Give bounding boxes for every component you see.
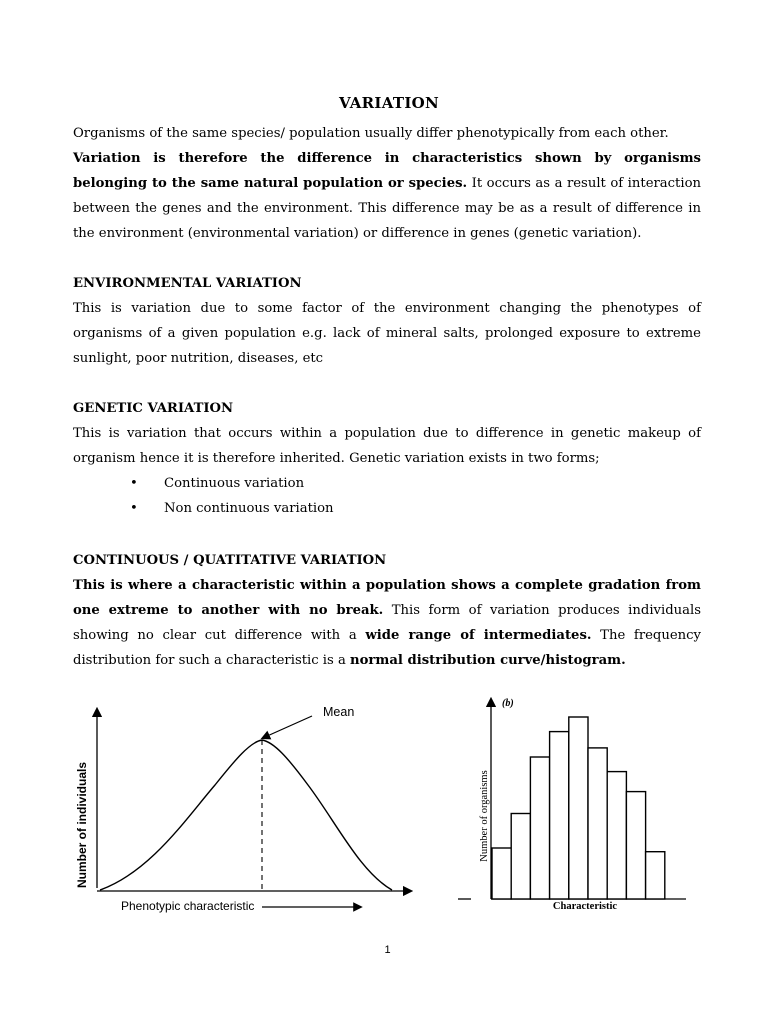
genetic-body: This is variation that occurs within a population due to difference in genetic makeup of organism hence it is therefore inherited. Genetic variation exists in two forms; [73, 426, 701, 466]
hist-bar-9 [646, 852, 665, 899]
hist-bar-6 [588, 748, 607, 899]
hist-bar-3 [530, 757, 549, 899]
list-item: • Continuous variation [73, 471, 701, 496]
environmental-heading: ENVIRONMENTAL VARIATION [73, 276, 302, 291]
hist-bar-8 [626, 792, 645, 899]
page-number: 1 [384, 944, 391, 956]
list-item: • Non continuous variation [73, 496, 701, 521]
panel-label: (b) [502, 698, 514, 709]
mean-label: Mean [323, 705, 355, 719]
definition-bold: Variation is therefore the difference in characteristics shown by organisms belonging to the same natural population or species. [73, 151, 701, 191]
hist-bar-5 [569, 717, 588, 899]
hist-bars [492, 717, 665, 899]
hist-x-label: Characteristic [552, 901, 618, 912]
definition-rest: It occurs as a result of interaction between the genes and the environment. This difference may be as a result of difference in the environment (environmental variation) or difference in genes (genetic variation). [73, 176, 701, 241]
bullet-icon: • [130, 476, 138, 491]
environmental-body: This is variation due to some factor of the environment changing the phenotypes of organisms of a given population e.g. lack of mineral salts, prolonged exposure to extreme sunlight, poor nutrition, diseases, etc [73, 301, 701, 366]
y-axis-label: Number of individuals [75, 761, 89, 888]
intro-line: Organisms of the same species/ population usually differ phenotypically from each other. [73, 126, 669, 141]
bullet-icon: • [130, 501, 138, 516]
hist-bar-1 [492, 848, 511, 899]
hist-y-label: Number of organisms [479, 770, 490, 862]
hist-bar-4 [550, 732, 569, 899]
continuous-heading: CONTINUOUS / QUATITATIVE VARIATION [73, 553, 387, 568]
x-axis-label: Phenotypic characteristic [121, 899, 255, 913]
hist-bar-2 [511, 814, 530, 900]
page-title: VARIATION [338, 94, 440, 112]
continuous-body: This is where a characteristic within a population shows a complete gradation from one extreme to another with no break. This form of variation produces individuals showing no clear cut difference with a wide range of intermediates. The frequency distribution for such a characteristic is a normal distribution curve/histogram. [73, 578, 701, 668]
genetic-heading: GENETIC VARIATION [73, 401, 234, 416]
hist-bar-7 [607, 772, 626, 899]
